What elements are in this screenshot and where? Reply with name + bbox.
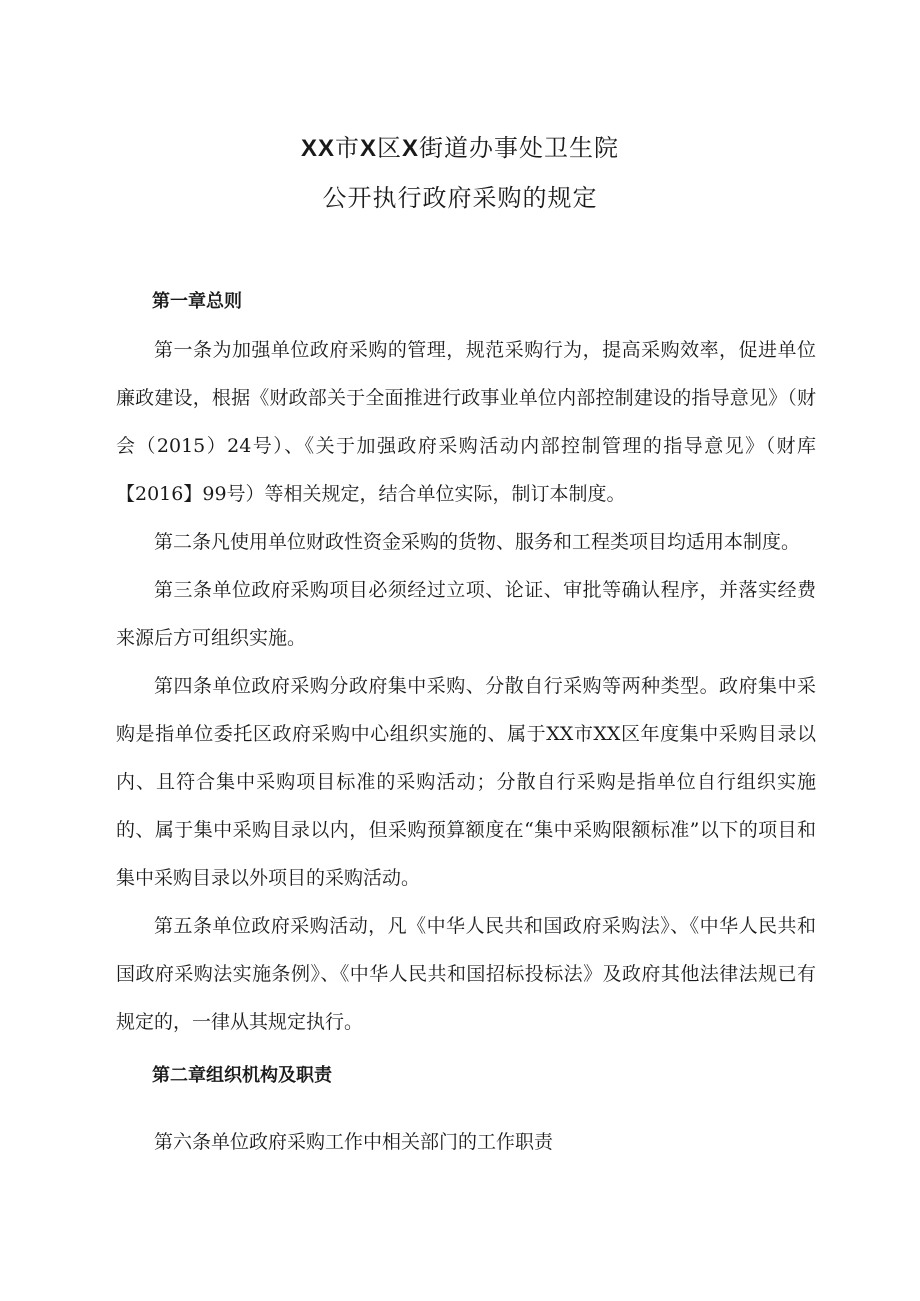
title-district-code: X: [359, 135, 377, 162]
title-institution: 街道办事处卫生院: [419, 134, 620, 162]
title-street-code: X: [402, 135, 420, 162]
article6: 第六条单位政府采购工作中相关部门的工作职责: [154, 1131, 554, 1153]
title-city-code: XX: [300, 135, 335, 162]
title-district: 区: [377, 134, 402, 162]
article5: 第五条单位政府采购活动，凡《中华人民共和国政府采购法》、《中华人民共和国政府采购法实施条例》、《中华人民共和国招标投标法》及政府其他法律法规已有规定的，一律从其规定执行。: [116, 915, 816, 1033]
document-body: [116, 278, 816, 1166]
article1: 第一条为加强单位政府采购的管理，规范采购行为，提高采购效率，促进单位廉政建设，根据《财政部关于全面推进行政事业单位内部控制建设的指导意见》（财会（2015）24号）、《关于加强政府采购活动内部控制管理的指导意见》（财库【2016】99号）等相关规定，结合单位实际，制订本制度。: [116, 339, 816, 505]
document-title-line2: 公开执行政府采购的规定: [322, 184, 598, 212]
chapter1-heading: 第一章总则: [152, 291, 242, 312]
chapter2-heading: 第二章组织机构及职责: [152, 1065, 332, 1086]
document-title-line1: [0, 128, 920, 163]
article3: 第三条单位政府采购项目必须经过立项、论证、审批等确认程序，并落实经费来源后方可组织实施。: [116, 579, 816, 649]
article2: 第二条凡使用单位财政性资金采购的货物、服务和工程类项目均适用本制度。: [154, 531, 801, 553]
title-city: 市: [334, 134, 360, 162]
article4: 第四条单位政府采购分政府集中采购、分散自行采购等两种类型。政府集中采购是指单位委托区政府采购中心组织实施的、属于XX市XX区年度集中采购目录以内、且符合集中采购项目标准的采购活动；分散自行采购是指单位自行组织实施的、属于集中采购目录以内，但采购预算额度在“集中采购限额标准”以下的项目和集中采购目录以外项目的采购活动。: [116, 675, 816, 889]
